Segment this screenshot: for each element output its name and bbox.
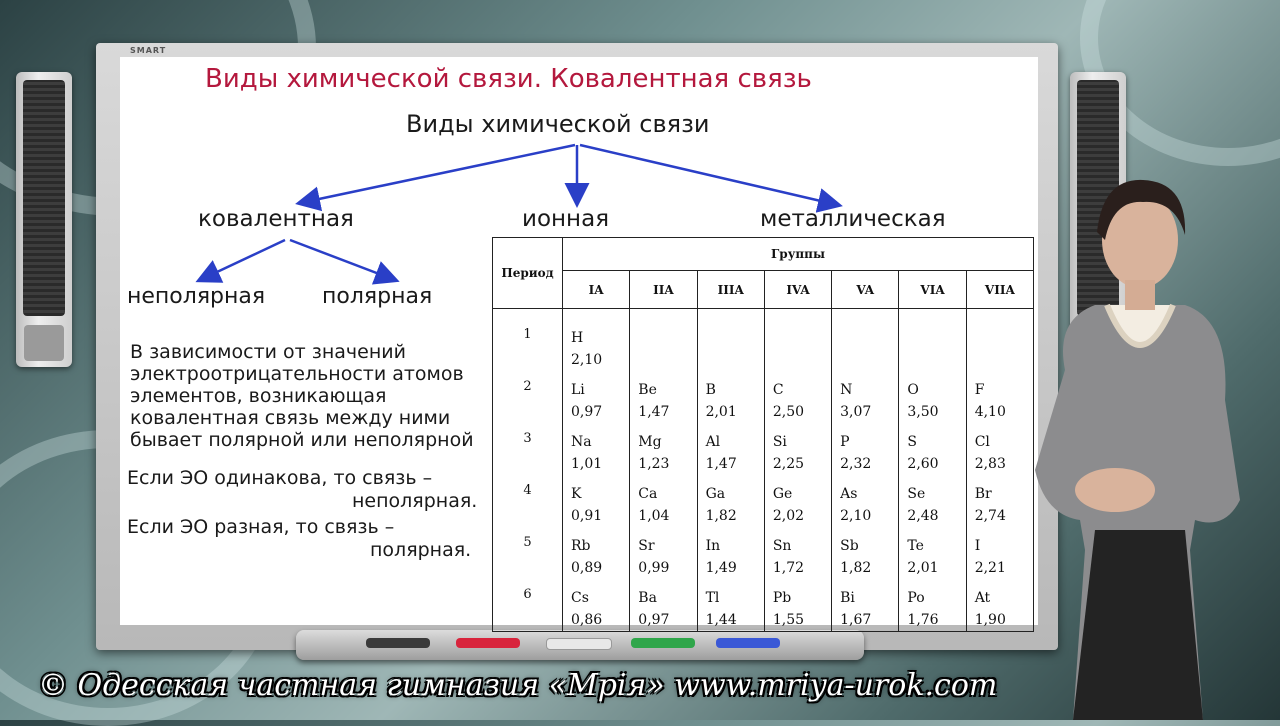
electronegativity-value: 1,82 bbox=[705, 508, 737, 524]
element-cell bbox=[899, 371, 966, 423]
element-cell bbox=[630, 475, 697, 527]
element-cell bbox=[899, 527, 966, 579]
electronegativity-value: 1,76 bbox=[907, 612, 939, 628]
electronegativity-value: 1,72 bbox=[772, 560, 805, 576]
element-cell bbox=[563, 423, 630, 475]
electronegativity-value: 1,47 bbox=[705, 456, 737, 472]
element-symbol: Ca bbox=[638, 486, 658, 502]
note-line: В зависимости от значений bbox=[130, 341, 406, 363]
element-cell bbox=[630, 371, 697, 423]
arrow-to-polar bbox=[290, 240, 395, 280]
element-symbol: N bbox=[840, 382, 853, 398]
element-symbol: B bbox=[705, 382, 716, 398]
electronegativity-value: 2,10 bbox=[571, 352, 603, 368]
element-symbol: Tl bbox=[705, 590, 720, 606]
element-symbol: K bbox=[571, 486, 582, 502]
label-ionic: ионная bbox=[522, 206, 610, 232]
table-body bbox=[493, 309, 1034, 632]
rule-different-eo-result: полярная. bbox=[370, 539, 472, 561]
element-cell bbox=[630, 579, 697, 632]
element-cell bbox=[630, 319, 697, 371]
element-symbol: Ga bbox=[705, 486, 726, 502]
electronegativity-value: 1,23 bbox=[638, 456, 670, 472]
note-paragraph bbox=[130, 341, 474, 451]
electronegativity-table bbox=[492, 237, 1034, 632]
electronegativity-value: 2,32 bbox=[840, 456, 872, 472]
electronegativity-value: 1,47 bbox=[638, 404, 670, 420]
table-spacer-row bbox=[493, 309, 1034, 320]
element-cell bbox=[966, 423, 1033, 475]
table-row bbox=[493, 475, 1034, 527]
group-header: IIA bbox=[630, 271, 697, 309]
period-number: 2 bbox=[493, 371, 563, 423]
element-cell bbox=[697, 319, 764, 371]
element-symbol: P bbox=[840, 434, 850, 450]
rule-different-eo: Если ЭО разная, то связь – bbox=[127, 516, 395, 538]
electronegativity-value: 2,10 bbox=[840, 508, 872, 524]
element-cell bbox=[764, 423, 831, 475]
group-header: VA bbox=[832, 271, 899, 309]
element-symbol: Al bbox=[705, 434, 721, 450]
group-header: IVA bbox=[764, 271, 831, 309]
rule-equal-eo: Если ЭО одинакова, то связь – bbox=[127, 467, 433, 489]
footer-watermark: © Одесская частная гимназия «Мрія» www.mriya-urok.com bbox=[38, 668, 998, 703]
electronegativity-value: 1,49 bbox=[705, 560, 737, 576]
element-cell bbox=[899, 423, 966, 475]
element-cell bbox=[966, 475, 1033, 527]
electronegativity-value: 1,67 bbox=[840, 612, 872, 628]
element-cell bbox=[563, 527, 630, 579]
groups-header: Группы bbox=[563, 238, 1034, 271]
table-row bbox=[493, 423, 1034, 475]
element-cell bbox=[966, 319, 1033, 371]
element-cell bbox=[697, 475, 764, 527]
electronegativity-value: 2,48 bbox=[907, 508, 939, 524]
note-line: ковалентная связь между ними bbox=[130, 407, 451, 429]
element-symbol: O bbox=[907, 382, 919, 398]
element-symbol: Pb bbox=[772, 590, 792, 606]
element-symbol: Be bbox=[638, 382, 657, 398]
element-symbol: In bbox=[705, 538, 721, 554]
element-symbol: S bbox=[907, 434, 917, 450]
element-cell bbox=[697, 423, 764, 475]
period-number: 4 bbox=[493, 475, 563, 527]
element-cell bbox=[966, 579, 1033, 632]
electronegativity-value: 0,97 bbox=[638, 612, 670, 628]
element-cell bbox=[764, 371, 831, 423]
element-cell bbox=[899, 319, 966, 371]
electronegativity-value: 1,55 bbox=[772, 612, 805, 628]
electronegativity-value: 1,01 bbox=[571, 456, 603, 472]
electronegativity-value: 2,01 bbox=[907, 560, 939, 576]
note-line: бывает полярной или неполярной bbox=[130, 429, 474, 451]
element-symbol: Se bbox=[907, 486, 926, 502]
period-number: 6 bbox=[493, 579, 563, 632]
note-line: электроотрицательности атомов bbox=[130, 363, 464, 385]
element-symbol: Ge bbox=[772, 486, 793, 502]
electronegativity-value: 0,99 bbox=[638, 560, 670, 576]
element-cell bbox=[563, 319, 630, 371]
element-symbol: I bbox=[974, 538, 981, 554]
element-cell bbox=[697, 527, 764, 579]
arrow-to-covalent bbox=[300, 145, 575, 203]
electronegativity-value: 2,21 bbox=[974, 560, 1006, 576]
teacher-figure bbox=[1025, 170, 1255, 720]
table-row bbox=[493, 527, 1034, 579]
element-cell bbox=[764, 527, 831, 579]
element-cell bbox=[563, 475, 630, 527]
element-cell bbox=[630, 423, 697, 475]
label-covalent: ковалентная bbox=[198, 206, 354, 232]
element-symbol: Bi bbox=[840, 590, 855, 606]
element-symbol: Li bbox=[571, 382, 585, 398]
electronegativity-value: 1,44 bbox=[705, 612, 737, 628]
element-symbol: C bbox=[772, 382, 784, 398]
element-symbol: F bbox=[974, 382, 985, 398]
label-polar: полярная bbox=[322, 284, 433, 309]
table-row bbox=[493, 371, 1034, 423]
element-cell bbox=[697, 579, 764, 632]
element-symbol: Si bbox=[772, 434, 787, 450]
electronegativity-value: 2,50 bbox=[772, 404, 805, 420]
element-symbol: Rb bbox=[571, 538, 591, 554]
element-symbol: Sr bbox=[638, 538, 655, 554]
arrow-to-nonpolar bbox=[200, 240, 285, 280]
label-metallic: металлическая bbox=[760, 206, 946, 232]
element-symbol: Br bbox=[974, 486, 992, 502]
element-cell bbox=[697, 371, 764, 423]
element-cell bbox=[630, 527, 697, 579]
note-line: элементов, возникающая bbox=[130, 385, 387, 407]
label-nonpolar: неполярная bbox=[127, 284, 266, 309]
table-row bbox=[493, 579, 1034, 632]
element-symbol: Mg bbox=[638, 434, 662, 450]
electronegativity-value: 2,83 bbox=[974, 456, 1006, 472]
period-number: 5 bbox=[493, 527, 563, 579]
electronegativity-value: 4,10 bbox=[974, 404, 1006, 420]
electronegativity-value: 0,91 bbox=[571, 508, 603, 524]
element-symbol: Sn bbox=[772, 538, 792, 554]
electronegativity-value: 1,04 bbox=[638, 508, 670, 524]
electronegativity-value: 2,02 bbox=[772, 508, 805, 524]
element-cell bbox=[966, 527, 1033, 579]
electronegativity-value: 0,97 bbox=[571, 404, 603, 420]
electronegativity-value: 1,90 bbox=[974, 612, 1006, 628]
element-cell bbox=[832, 423, 899, 475]
element-cell bbox=[832, 319, 899, 371]
element-cell bbox=[832, 579, 899, 632]
element-symbol: H bbox=[571, 330, 584, 346]
element-symbol: Ba bbox=[638, 590, 657, 606]
group-header: VIIA bbox=[966, 271, 1033, 309]
electronegativity-value: 2,60 bbox=[907, 456, 939, 472]
brand-logo: SMART bbox=[130, 46, 167, 55]
arrow-to-metallic bbox=[580, 145, 838, 205]
element-cell bbox=[764, 579, 831, 632]
group-header: VIA bbox=[899, 271, 966, 309]
element-symbol: At bbox=[974, 590, 991, 606]
element-symbol: As bbox=[840, 486, 858, 502]
element-cell bbox=[764, 319, 831, 371]
element-cell bbox=[832, 371, 899, 423]
element-symbol: Po bbox=[907, 590, 925, 606]
rule-equal-eo-result: неполярная. bbox=[352, 490, 478, 512]
element-cell bbox=[899, 475, 966, 527]
element-symbol: Cl bbox=[974, 434, 990, 450]
electronegativity-value: 3,07 bbox=[840, 404, 872, 420]
element-symbol: Cs bbox=[571, 590, 589, 606]
element-cell bbox=[899, 579, 966, 632]
element-symbol: Na bbox=[571, 434, 592, 450]
electronegativity-value: 2,25 bbox=[772, 456, 805, 472]
element-cell bbox=[563, 579, 630, 632]
element-cell bbox=[832, 527, 899, 579]
electronegativity-value: 1,82 bbox=[840, 560, 872, 576]
element-symbol: Te bbox=[907, 538, 924, 554]
electronegativity-value: 2,74 bbox=[974, 508, 1006, 524]
table-row bbox=[493, 319, 1034, 371]
period-number: 1 bbox=[493, 319, 563, 371]
period-header: Период bbox=[493, 238, 563, 309]
group-header: IA bbox=[563, 271, 630, 309]
element-symbol: Sb bbox=[840, 538, 859, 554]
element-cell bbox=[563, 371, 630, 423]
electronegativity-value: 0,86 bbox=[571, 612, 603, 628]
electronegativity-value: 3,50 bbox=[907, 404, 939, 420]
electronegativity-value: 0,89 bbox=[571, 560, 603, 576]
element-cell bbox=[966, 371, 1033, 423]
slide-title: Виды химической связи. Ковалентная связь bbox=[205, 64, 812, 94]
group-header: IIIA bbox=[697, 271, 764, 309]
diagram-root-label: Виды химической связи bbox=[406, 110, 710, 138]
element-cell bbox=[832, 475, 899, 527]
electronegativity-value: 2,01 bbox=[705, 404, 737, 420]
element-cell bbox=[764, 475, 831, 527]
period-number: 3 bbox=[493, 423, 563, 475]
